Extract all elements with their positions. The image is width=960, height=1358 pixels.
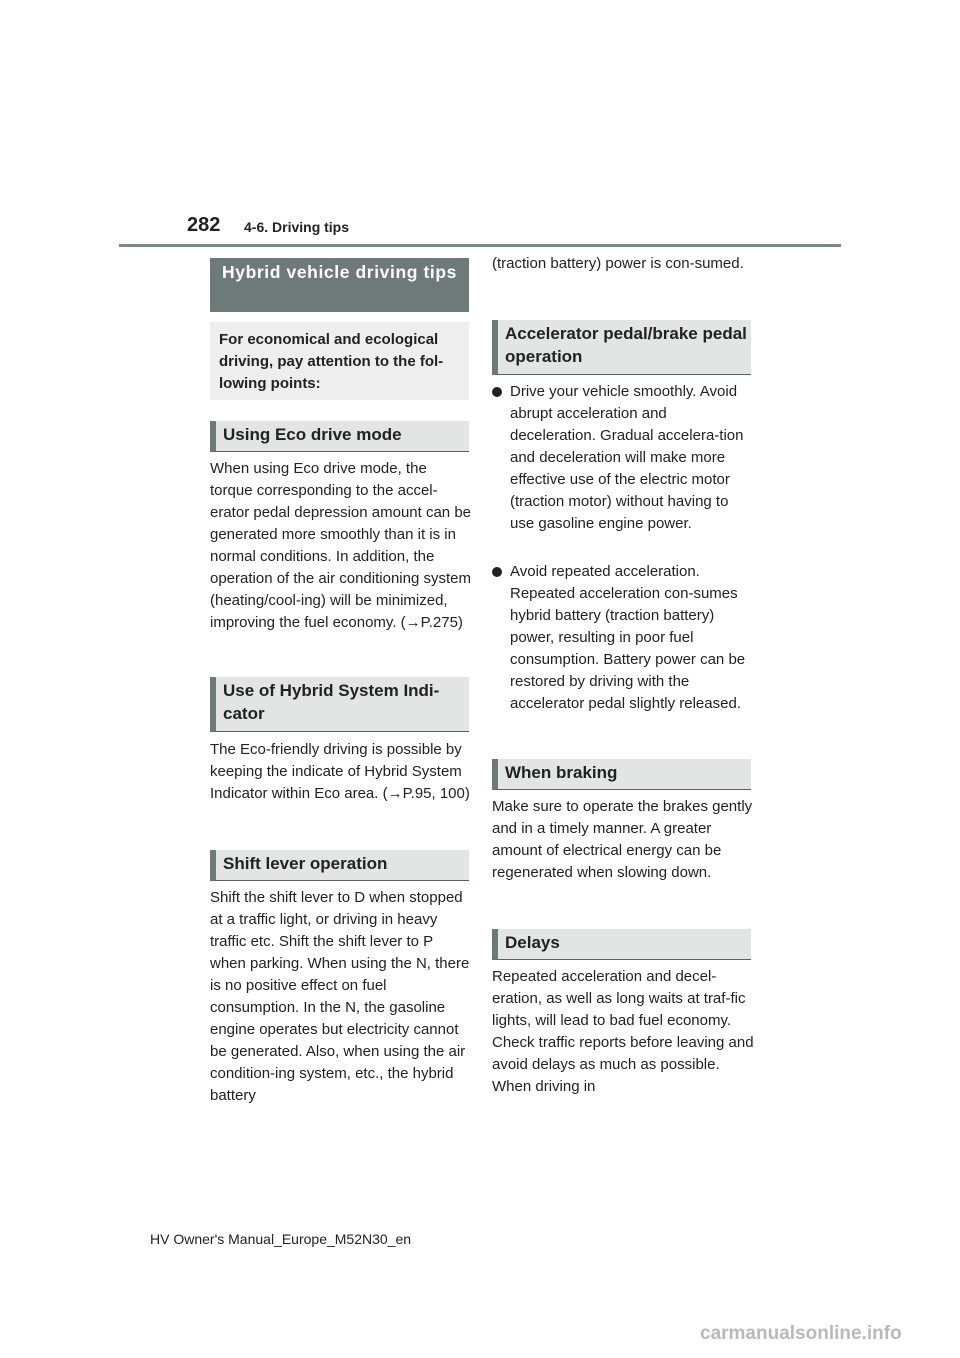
hybrid-indicator-text: The Eco-friendly driving is possible by keeping the indicate of Hybrid System Indicator within Eco area. (→P.95, 100)	[210, 741, 470, 802]
heading-delays: Delays	[492, 929, 751, 960]
heading-pedal-operation: Accelerator pedal/brake pedal operation	[492, 320, 751, 375]
page-number: 282	[187, 214, 221, 236]
bullet-item	[492, 381, 754, 535]
heading-when-braking: When braking	[492, 759, 751, 790]
eco-mode-text: When using Eco drive mode, the torque corresponding to the accel-erator pedal depression amount can be generated more smoothly than it is in normal conditions. In addition, the operation of the air conditioning system (heating/cool-ing) will be minimized, improving the fuel economy. (→P.275)	[210, 460, 472, 631]
bullet-item	[492, 561, 754, 715]
header-divider	[119, 244, 841, 247]
bullet-text: Drive your vehicle smoothly. Avoid abrupt acceleration and deceleration. Gradual accelera-tion and deceleration will make more effective use of the electric motor (traction motor) without having to use gasoline engine power.	[510, 383, 744, 532]
braking-text: Make sure to operate the brakes gently and in a timely manner. A greater amount of electrical energy can be regenerated when slowing down.	[492, 798, 753, 881]
shift-lever-text-continued: (traction battery) power is con-sumed.	[492, 255, 744, 272]
heading-eco-mode: Using Eco drive mode	[210, 421, 469, 452]
main-heading: Hybrid vehicle driving tips	[210, 258, 469, 312]
bullet-text: Avoid repeated acceleration. Repeated acceleration con-sumes hybrid battery (traction battery) power, resulting in poor fuel consumption. Battery power can be restored by driving with the accelerator pedal slightly released.	[510, 563, 746, 712]
bullet-dot-icon	[492, 567, 502, 577]
section-title: 4-6. Driving tips	[244, 219, 350, 235]
shift-lever-text: Shift the shift lever to D when stopped at a traffic light, or driving in heavy traffic etc. Shift the shift lever to P when parking. When using the N, there is no positive effect on fuel consumption. In the N, the gasoline engine operates but electricity cannot be generated. Also, when using the air condition-ing system, etc., the hybrid battery	[210, 889, 470, 1104]
footer-manual-id: HV Owner's Manual_Europe_M52N30_en	[150, 1231, 412, 1247]
watermark: carmanualsonline.info	[700, 1323, 902, 1344]
delays-text: Repeated acceleration and decel-eration, as well as long waits at traf-fic lights, will lead to bad fuel economy. Check traffic reports before leaving and avoid delays as much as possible. When driving in	[492, 968, 754, 1095]
bullet-dot-icon	[492, 387, 502, 397]
intro-note: For economical and ecological driving, pay attention to the fol-lowing points:	[210, 322, 469, 400]
heading-shift-lever: Shift lever operation	[210, 850, 469, 881]
heading-hybrid-indicator: Use of Hybrid System Indi-cator	[210, 677, 469, 732]
